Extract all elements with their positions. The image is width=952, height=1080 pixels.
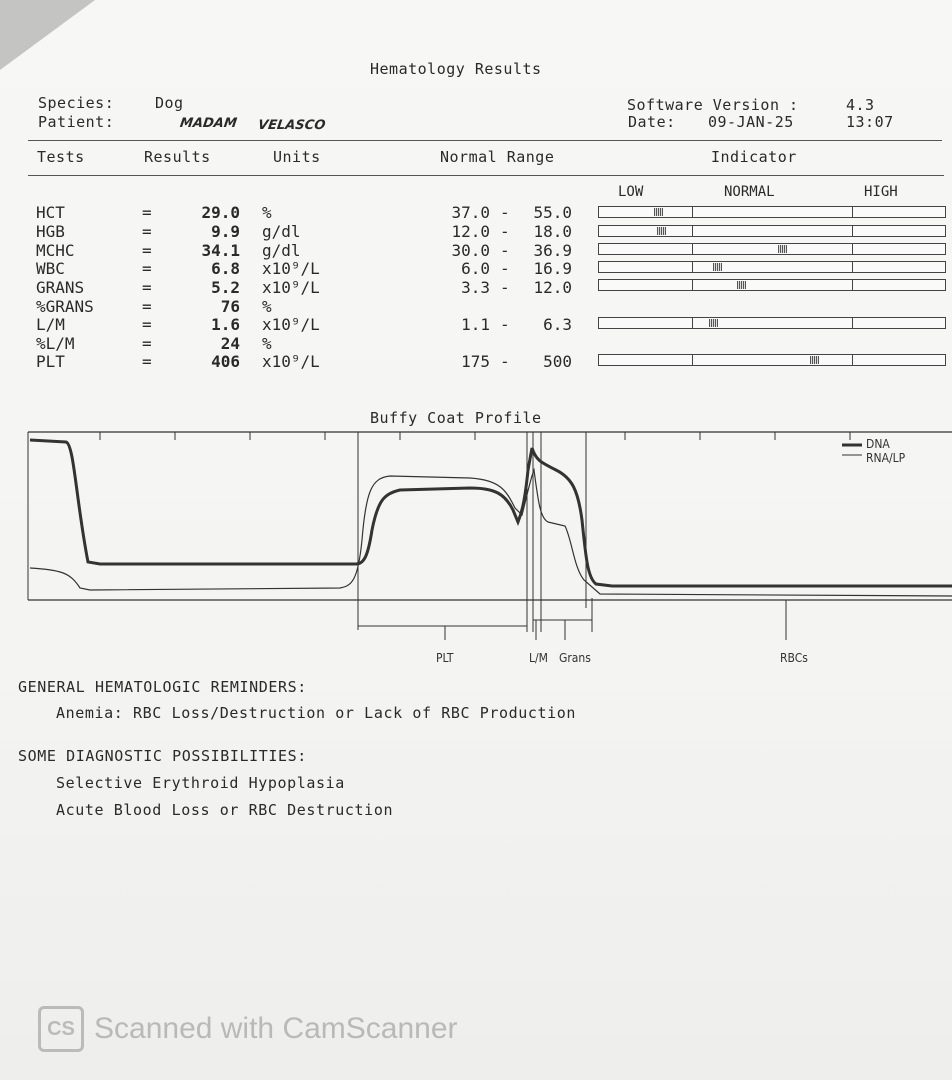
zone-label-rbcs: RBCs bbox=[780, 651, 808, 665]
unit: % bbox=[262, 297, 272, 316]
diagnostics-heading: SOME DIAGNOSTIC POSSIBILITIES: bbox=[18, 747, 307, 765]
unit: x10⁹/L bbox=[262, 315, 320, 334]
range-dash: - bbox=[500, 222, 510, 241]
range-dash: - bbox=[500, 203, 510, 222]
test-name: HGB bbox=[36, 222, 65, 241]
legend-dna-label: DNA bbox=[866, 437, 890, 451]
software-value: 4.3 bbox=[846, 96, 875, 114]
result-value: 29.0 bbox=[201, 203, 240, 222]
buffy-title: Buffy Coat Profile bbox=[370, 409, 542, 427]
range-high: 36.9 bbox=[533, 241, 572, 260]
result-value: 9.9 bbox=[211, 222, 240, 241]
equals-sign: = bbox=[142, 203, 152, 222]
report-title: Hematology Results bbox=[370, 60, 542, 78]
equals-sign: = bbox=[142, 259, 152, 278]
equals-sign: = bbox=[142, 297, 152, 316]
camscanner-logo-icon: CS bbox=[38, 1006, 84, 1052]
range-high: 6.3 bbox=[543, 315, 572, 334]
unit: x10⁹/L bbox=[262, 259, 320, 278]
test-name: %L/M bbox=[36, 334, 75, 353]
equals-sign: = bbox=[142, 352, 152, 371]
result-value: 34.1 bbox=[201, 241, 240, 260]
zone-label-grans: Grans bbox=[559, 651, 591, 665]
col-normal-range: Normal Range bbox=[440, 148, 555, 166]
species-label: Species: bbox=[38, 94, 115, 112]
range-low: 37.0 bbox=[451, 203, 490, 222]
equals-sign: = bbox=[142, 278, 152, 297]
date-value: 09-JAN-25 bbox=[708, 113, 794, 131]
col-units: Units bbox=[273, 148, 321, 166]
range-dash: - bbox=[500, 278, 510, 297]
result-value: 5.2 bbox=[211, 278, 240, 297]
col-indicator: Indicator bbox=[711, 148, 797, 166]
range-dash: - bbox=[500, 315, 510, 334]
result-value: 1.6 bbox=[211, 315, 240, 334]
indicator-low: LOW bbox=[618, 184, 644, 200]
equals-sign: = bbox=[142, 334, 152, 353]
legend-rna-label: RNA/LP bbox=[866, 451, 906, 465]
camscanner-watermark bbox=[38, 1006, 458, 1052]
test-name: WBC bbox=[36, 259, 65, 278]
range-dash: - bbox=[500, 259, 510, 278]
watermark-text: Scanned with CamScanner bbox=[94, 1012, 458, 1045]
unit: x10⁹/L bbox=[262, 278, 320, 297]
range-low: 12.0 bbox=[451, 222, 490, 241]
range-high: 500 bbox=[543, 352, 572, 371]
patient-last-name: VELASCO bbox=[256, 118, 327, 133]
bottom-brackets bbox=[358, 600, 786, 640]
zone-boundaries bbox=[358, 432, 592, 632]
col-results: Results bbox=[144, 148, 211, 166]
range-high: 18.0 bbox=[533, 222, 572, 241]
range-high: 12.0 bbox=[533, 278, 572, 297]
diagnostic-item: Acute Blood Loss or RBC Destruction bbox=[56, 801, 394, 819]
dna-curve bbox=[30, 440, 952, 586]
software-label: Software Version : bbox=[627, 96, 799, 114]
reminder-item: Anemia: RBC Loss/Destruction or Lack of RBC Production bbox=[56, 704, 577, 722]
range-dash: - bbox=[500, 352, 510, 371]
unit: g/dl bbox=[262, 241, 301, 260]
range-low: 1.1 bbox=[461, 315, 490, 334]
equals-sign: = bbox=[142, 241, 152, 260]
unit: % bbox=[262, 334, 272, 353]
test-name: MCHC bbox=[36, 241, 75, 260]
range-low: 6.0 bbox=[461, 259, 490, 278]
species-value: Dog bbox=[155, 94, 184, 112]
patient-first-name: MADAM bbox=[178, 116, 238, 131]
range-low: 175 bbox=[461, 352, 490, 371]
range-high: 16.9 bbox=[533, 259, 572, 278]
zone-label-plt: PLT bbox=[436, 651, 454, 665]
test-name: HCT bbox=[36, 203, 65, 222]
indicator-high: HIGH bbox=[864, 184, 898, 200]
range-high: 55.0 bbox=[533, 203, 572, 222]
time-value: 13:07 bbox=[846, 113, 894, 131]
result-value: 76 bbox=[220, 297, 240, 316]
test-name: L/M bbox=[36, 315, 65, 334]
range-low: 3.3 bbox=[461, 278, 490, 297]
equals-sign: = bbox=[142, 222, 152, 241]
zone-label-lm: L/M bbox=[529, 651, 548, 665]
reminders-heading: GENERAL HEMATOLOGIC REMINDERS: bbox=[18, 678, 307, 696]
test-name: %GRANS bbox=[36, 297, 94, 316]
diagnostic-item: Selective Erythroid Hypoplasia bbox=[56, 774, 345, 792]
date-label: Date: bbox=[628, 113, 676, 131]
range-low: 30.0 bbox=[451, 241, 490, 260]
chart-top-ticks bbox=[100, 432, 850, 440]
unit: % bbox=[262, 203, 272, 222]
test-name: GRANS bbox=[36, 278, 85, 297]
unit: g/dl bbox=[262, 222, 301, 241]
unit: x10⁹/L bbox=[262, 352, 320, 371]
result-value: 6.8 bbox=[211, 259, 240, 278]
equals-sign: = bbox=[142, 315, 152, 334]
result-value: 406 bbox=[211, 352, 240, 371]
indicator-normal: NORMAL bbox=[724, 184, 775, 200]
range-dash: - bbox=[500, 241, 510, 260]
patient-label: Patient: bbox=[38, 113, 115, 131]
result-value: 24 bbox=[220, 334, 240, 353]
col-tests: Tests bbox=[37, 148, 85, 166]
test-name: PLT bbox=[36, 352, 65, 371]
